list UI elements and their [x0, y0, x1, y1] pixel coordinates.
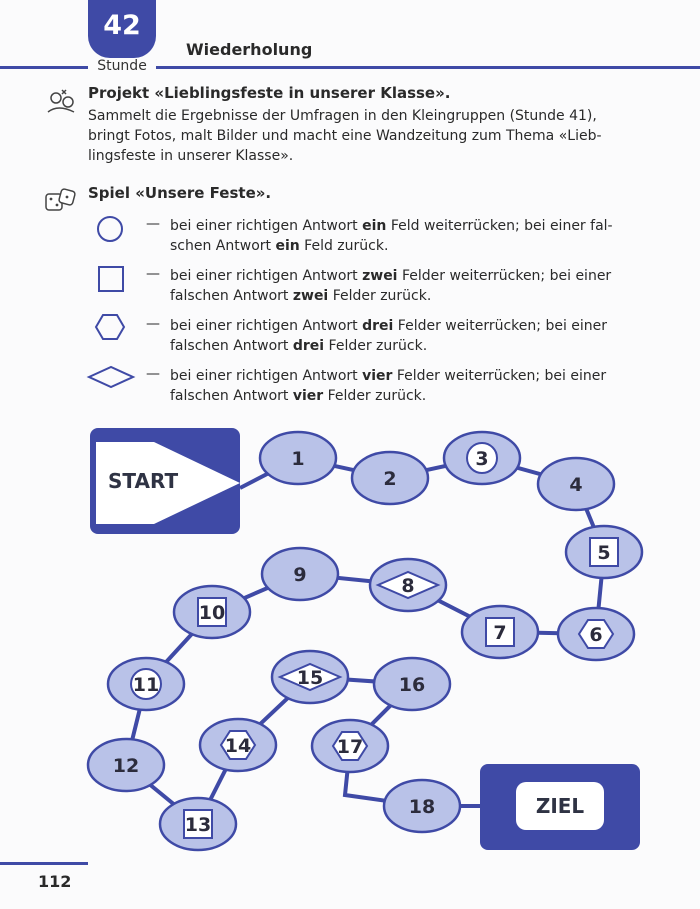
board-field-number: 12: [112, 755, 140, 777]
board-field-18: [384, 780, 460, 832]
board-field-13: [160, 798, 236, 850]
page-number: 112: [38, 872, 72, 891]
board-field-11: [108, 658, 184, 710]
board-field-number: 11: [132, 674, 160, 696]
project-heading: Projekt «Lieblingsfeste in unserer Klasse».: [88, 84, 451, 102]
board-field-number: 1: [291, 448, 305, 470]
board-field-1: [260, 432, 336, 484]
rule-4-dash: —: [146, 366, 160, 382]
rule-3-dash: —: [146, 316, 160, 332]
rule-3-text: bei einer richtigen Antwort drei Felder weiterrücken; bei einer falschen Antwort drei Felder zurück.: [170, 318, 608, 354]
board-field-17: [312, 720, 388, 772]
rule-2-dash: —: [146, 266, 160, 282]
game-heading: Spiel «Unsere Feste».: [88, 184, 272, 202]
board-field-3: [444, 432, 520, 484]
board-field-number: 5: [597, 542, 611, 564]
board-field-number: 6: [589, 624, 603, 646]
board-field-number: 15: [296, 667, 324, 689]
board-field-9: [262, 548, 338, 600]
board-field-2: [352, 452, 428, 504]
board-field-number: 3: [475, 448, 489, 470]
page-title: Wiederholung: [186, 40, 313, 59]
project-line-1: Sammelt die Ergebnisse der Umfragen in den Kleingruppen (Stunde 41),: [88, 108, 597, 124]
board-field-6: [558, 608, 634, 660]
board-field-15: [272, 651, 348, 703]
lesson-label: Stunde: [97, 58, 147, 74]
rule-2-text: bei einer richtigen Antwort zwei Felder weiterrücken; bei einer falschen Antwort zwei Felder zurück.: [170, 268, 612, 304]
start-label: START: [108, 469, 179, 493]
board-field-4: [538, 458, 614, 510]
goal-label: ZIEL: [516, 782, 604, 830]
board-field-14: [200, 719, 276, 771]
board-field-number: 17: [336, 736, 364, 758]
rule-1-text: bei einer richtigen Antwort ein Feld weiterrücken; bei einer fal- schen Antwort ein Feld zurück.: [170, 218, 613, 254]
board-field-number: 4: [569, 474, 583, 496]
project-line-3: lingsfeste in unserer Klasse».: [88, 148, 294, 164]
rule-4-text: bei einer richtigen Antwort vier Felder weiterrücken; bei einer falschen Antwort vier Felder zurück.: [170, 368, 607, 404]
board-field-number: 8: [401, 575, 415, 597]
board-field-number: 13: [184, 814, 212, 836]
board-field-12: [88, 739, 164, 791]
project-line-2: bringt Fotos, malt Bilder und macht eine Wandzeitung zum Thema «Lieb-: [88, 128, 602, 144]
board-field-number: 16: [398, 674, 426, 696]
footer-rule: [0, 862, 88, 865]
board-field-number: 2: [383, 468, 397, 490]
lesson-number: 42: [103, 10, 141, 41]
board-field-8: [370, 559, 446, 611]
rule-1-dash: —: [146, 216, 160, 232]
board-field-10: [174, 586, 250, 638]
board-field-number: 9: [293, 564, 307, 586]
board-field-number: 14: [224, 735, 252, 757]
board-field-number: 10: [198, 602, 226, 624]
board-field-16: [374, 658, 450, 710]
board-field-7: [462, 606, 538, 658]
board-field-5: [566, 526, 642, 578]
board-field-number: 18: [408, 796, 436, 818]
board-field-number: 7: [493, 622, 507, 644]
